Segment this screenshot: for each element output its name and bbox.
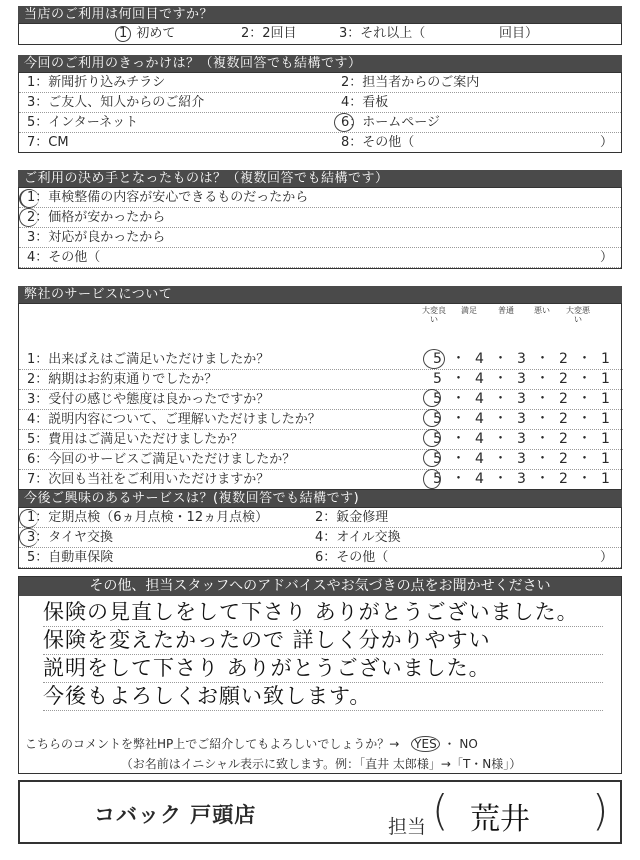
service-question-text: 2：納期はお約束通りでしたか？ — [27, 372, 218, 387]
trigger-option-6[interactable]: 6：ホームページ — [341, 115, 441, 130]
interest-row — [19, 508, 621, 528]
scale-label-5: 大変良い — [422, 306, 446, 324]
service-header: 弊社のサービスについて — [18, 286, 622, 303]
footer — [18, 780, 622, 844]
staff-paren-close: ) — [592, 786, 609, 835]
rating-selected-circle — [423, 469, 441, 489]
interest-close-paren: ） — [599, 550, 613, 565]
visits-selected-circle: 1 — [115, 26, 131, 42]
rating-selected-circle — [423, 429, 441, 447]
interest-row — [19, 528, 621, 548]
comments-section — [18, 576, 622, 774]
comments-box — [18, 576, 622, 774]
trigger-row — [19, 113, 621, 133]
rating-selected-circle — [423, 389, 441, 407]
service-question-text: 4：説明内容について、ご理解いただけましたか？ — [27, 412, 321, 427]
decision-selected-circle-2 — [19, 208, 38, 227]
trigger-option-3[interactable]: 3：ご友人、知人からのご紹介 — [27, 95, 205, 110]
interest-option-4[interactable]: 4：オイル交換 — [315, 530, 401, 545]
name-note: （お名前はイニシャル表示に致します。例：「直井 太郎様」→「T・N様」） — [120, 757, 522, 771]
service-ratings — [18, 303, 622, 490]
service-question-text: 1：出来ばえはご満足いただけましたか？ — [27, 352, 270, 367]
handwritten-comment-line: 今後もよろしくお願い致します。 — [43, 683, 603, 711]
decision-close-paren: ） — [599, 250, 613, 265]
trigger-option-2[interactable]: 2：担当者からのご案内 — [341, 75, 480, 90]
trigger-option-8[interactable]: 8：その他（ — [341, 135, 415, 150]
decision-option-1[interactable]: 1：車検整備の内容が安心できるものだったから — [19, 188, 621, 208]
service-question-text: 3：受付の感じや態度は良かったですか？ — [27, 392, 270, 407]
service-question — [19, 410, 623, 430]
rating-scale[interactable]: 5 ・ 4 ・ 3 ・ 2 ・ 1 — [433, 371, 610, 387]
interest-header: 今後ご興味のあるサービスは？(複数回答でも結構です) — [18, 490, 622, 507]
service-section — [18, 286, 622, 490]
visits-option-1-label: 初めて — [136, 26, 176, 41]
rating-scale[interactable]: 5 ・ 4 ・ 3 ・ 2 ・ 1 — [433, 351, 610, 367]
decision-selected-circle-1 — [19, 189, 39, 208]
decision-options — [18, 187, 622, 269]
service-question — [19, 350, 623, 370]
visits-header: 当店のご利用は何回目ですか？ — [18, 6, 622, 23]
scale-label-4: 満足 — [461, 306, 477, 315]
trigger-close-paren: ） — [599, 135, 613, 150]
visits-option-2[interactable]: 2：2回目 — [241, 26, 297, 41]
visits-option-3[interactable]: 3：それ以上（ — [339, 26, 426, 41]
service-question — [19, 390, 623, 410]
rating-selected-circle — [423, 349, 445, 369]
rating-scale[interactable]: 5 ・ 4 ・ 3 ・ 2 ・ 1 — [433, 431, 610, 447]
interest-section — [18, 490, 622, 569]
interest-option-3[interactable]: 3：タイヤ交換 — [27, 530, 114, 545]
trigger-section — [18, 55, 622, 153]
rating-scale[interactable]: 5 ・ 4 ・ 3 ・ 2 ・ 1 — [433, 471, 610, 487]
interest-option-5[interactable]: 5：自動車保険 — [27, 550, 114, 565]
handwritten-comment-line: 保険を変えたかったので 詳しく分かりやすい — [43, 627, 603, 655]
decision-option-4[interactable] — [19, 248, 621, 268]
comments-header: その他、担当スタッフへのアドバイスやお気づきの点をお聞かせください — [19, 577, 621, 596]
staff-paren-open: ( — [432, 786, 449, 835]
staff-name-handwritten: 荒井 — [470, 802, 530, 837]
rating-selected-circle — [423, 409, 441, 427]
service-question-text: 5：費用はご満足いただけましたか？ — [27, 432, 244, 447]
rating-scale[interactable]: 5 ・ 4 ・ 3 ・ 2 ・ 1 — [433, 391, 610, 407]
interest-selected-circle-3 — [19, 528, 38, 547]
interest-selected-circle-1 — [19, 509, 38, 528]
handwritten-comment-line: 説明をして下さり ありがとうございました。 — [43, 655, 603, 683]
scale-label-3: 普通 — [498, 306, 514, 315]
rating-scale-header — [19, 306, 623, 336]
trigger-row — [19, 73, 621, 93]
trigger-option-1[interactable]: 1：新聞折り込みチラシ — [27, 75, 166, 90]
service-question — [19, 430, 623, 450]
trigger-selected-circle — [334, 113, 354, 132]
service-question-list — [19, 350, 623, 489]
rating-scale[interactable]: 5 ・ 4 ・ 3 ・ 2 ・ 1 — [433, 451, 610, 467]
scale-label-1: 大変悪い — [566, 306, 590, 324]
interest-options — [18, 507, 622, 569]
hp-permission-question: こちらのコメントを弊社HP上でご紹介してもよろしいでしょうか？→ — [25, 737, 400, 751]
decision-section — [18, 170, 622, 269]
interest-row — [19, 548, 621, 568]
visits-options — [18, 23, 622, 45]
service-question — [19, 370, 623, 390]
trigger-header: 今回のご利用のきっかけは？（複数回答でも結構です） — [18, 55, 622, 72]
trigger-row — [19, 93, 621, 113]
trigger-options — [18, 72, 622, 153]
visits-option-3-end: 回目） — [499, 26, 539, 41]
decision-option-4-label: 4：その他（ — [27, 250, 101, 265]
interest-option-2[interactable]: 2：鈑金修理 — [315, 510, 389, 525]
yes-option[interactable]: YES — [411, 736, 440, 752]
handwritten-comment-line: 保険の見直しをして下さり ありがとうございました。 — [43, 599, 603, 627]
scale-label-2: 悪い — [534, 306, 550, 315]
decision-option-2[interactable]: 2：価格が安かったから — [19, 208, 621, 228]
visits-section — [18, 6, 622, 45]
service-question-text: 6：今回のサービスご満足いただけましたか？ — [27, 452, 296, 467]
rating-selected-circle — [423, 449, 441, 467]
trigger-option-5[interactable]: 5：インターネット — [27, 115, 139, 130]
trigger-row — [19, 133, 621, 152]
hp-permission-row — [25, 735, 478, 752]
store-name: コバック 戸頭店 — [94, 803, 257, 827]
decision-header: ご利用の決め手となったものは？（複数回答でも結構です） — [18, 170, 622, 187]
trigger-option-4[interactable]: 4：看板 — [341, 95, 389, 110]
decision-option-3[interactable]: 3：対応が良かったから — [19, 228, 621, 248]
staff-label: 担当 — [388, 816, 427, 838]
visits-option-1[interactable] — [115, 24, 175, 44]
service-question-text: 7：次回も当社をご利用いただけますか？ — [27, 472, 270, 487]
interest-option-6[interactable]: 6：その他（ — [315, 550, 389, 565]
service-question — [19, 470, 623, 489]
option-separator: ・ — [443, 737, 456, 751]
interest-option-1[interactable]: 1：定期点検（6ヵ月点検・12ヵ月点検） — [27, 510, 269, 525]
service-question — [19, 450, 623, 470]
no-option[interactable]: NO — [459, 737, 478, 751]
rating-scale[interactable]: 5 ・ 4 ・ 3 ・ 2 ・ 1 — [433, 411, 610, 427]
trigger-option-7[interactable]: 7：CM — [27, 135, 69, 150]
